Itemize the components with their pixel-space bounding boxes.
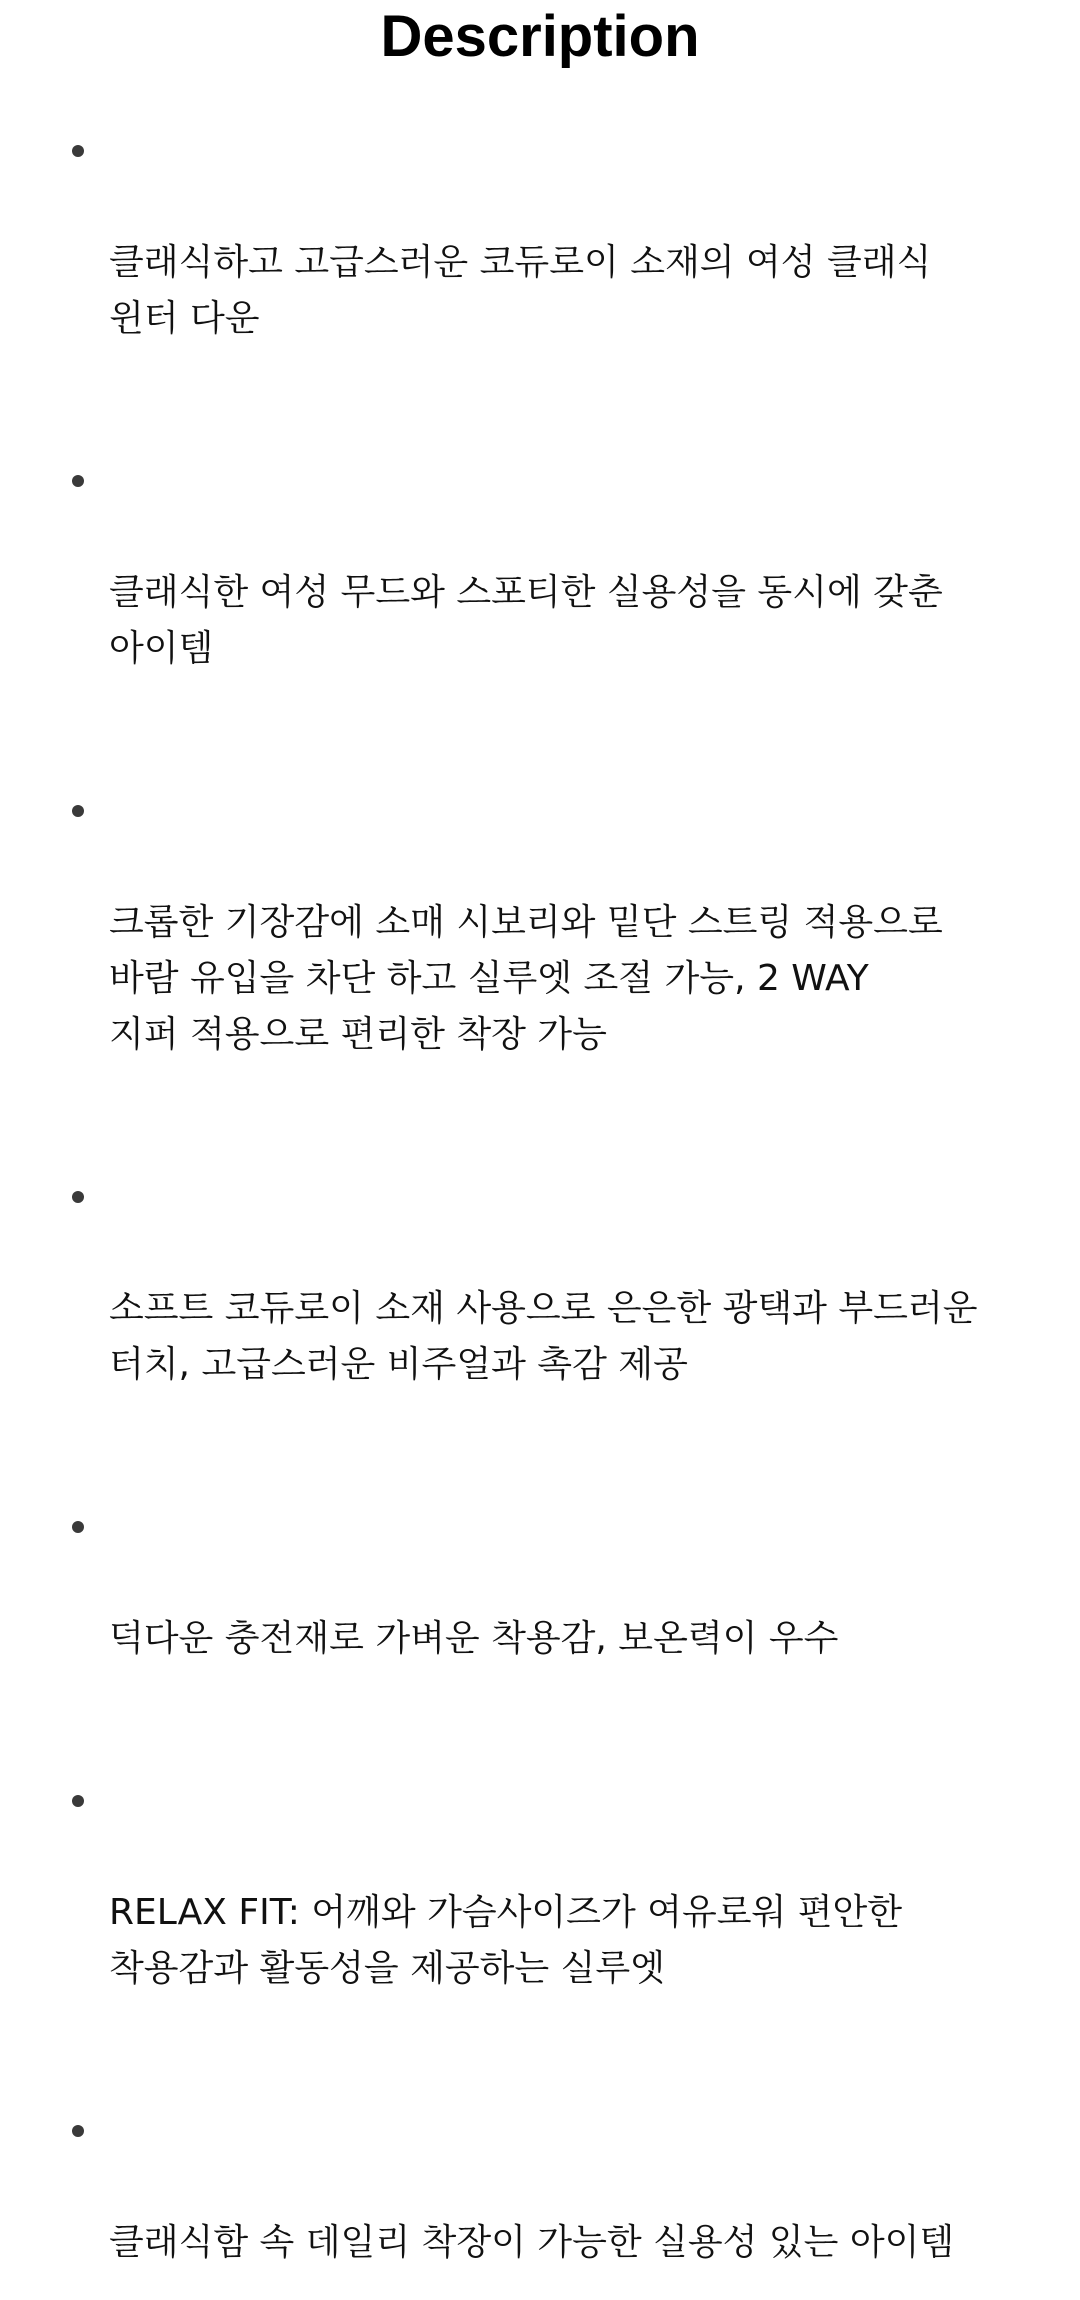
page-title: Description [380,4,700,69]
bullet-icon [72,1191,84,1203]
bullet-icon [72,2125,84,2137]
list-item-text: 클래식하고 고급스러운 코듀로이 소재의 여성 클래식 윈터 다운 [109,242,932,339]
bullet-icon [72,1521,84,1533]
list-item [0,1169,1080,1449]
bullet-icon [72,805,84,817]
bullet-icon [72,145,84,157]
list-item-text: 클래식한 여성 무드와 스포티한 실용성을 동시에 갖춘 아이템 [109,572,943,669]
list-item [0,1773,1080,2053]
list-item [0,1499,1080,1723]
list-item [0,783,1080,1119]
list-item [0,2103,1080,2300]
list-item-text: 덕다운 충전재로 가벼운 착용감, 보온력이 우수 [109,1618,839,1659]
list-item-text: 클래식함 속 데일리 착장이 가능한 실용성 있는 아이템 [109,2222,955,2263]
list-item-text: 소프트 코듀로이 소재 사용으로 은은한 광택과 부드러운 터치, 고급스러운 비주얼과 촉감 제공 [109,1288,978,1385]
description-list [0,123,1080,2300]
bullet-icon [72,1795,84,1807]
list-item [0,453,1080,733]
bullet-icon [72,475,84,487]
list-item [0,123,1080,403]
list-item-text: RELAX FIT: 어깨와 가슴사이즈가 여유로워 편안한 착용감과 활동성을 제공하는 실루엣 [109,1892,903,1989]
list-item-text: 크롭한 기장감에 소매 시보리와 밑단 스트링 적용으로 바람 유입을 차단 하고 실루엣 조절 가능, 2 WAY 지퍼 적용으로 편리한 착장 가능 [109,902,943,1055]
